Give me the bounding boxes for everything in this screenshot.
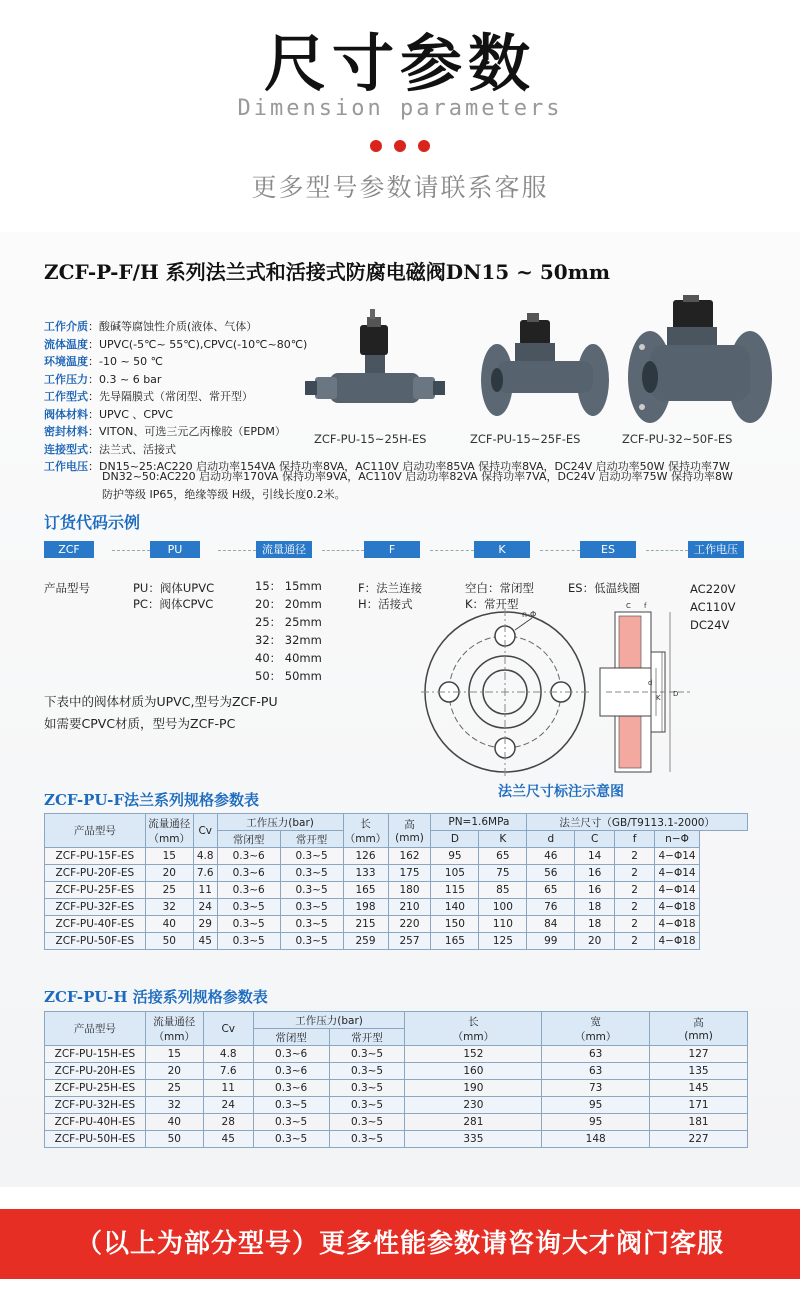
table-cell: 40	[145, 916, 193, 933]
table-cell: 0.3~5	[253, 1114, 329, 1131]
table-cell: 126	[343, 848, 388, 865]
code-desc-4: F：法兰连接 H：活接式	[358, 581, 423, 611]
valve-union-image	[305, 309, 445, 403]
table-cell: 73	[542, 1080, 650, 1097]
spec-row: 工作电压：DN15~25:AC220 启动功率154VA 保持功率8VA，AC110V 启动功率85VA 保持功率8VA，DC24V 启动功率50W 保持功率7W	[44, 460, 730, 473]
table-cell: 4−Φ18	[655, 933, 700, 950]
table-cell: 2	[615, 882, 655, 899]
table-cell: 160	[405, 1063, 542, 1080]
th-h-width: 宽 （mm）	[542, 1012, 650, 1046]
code-desc-3: 15： 15mm 20： 20mm 25： 25mm 32： 32mm 40： 40mm 50： 50mm	[255, 579, 322, 683]
page-subtitle: Dimension parameters	[237, 96, 563, 121]
table-cell: 65	[479, 848, 527, 865]
table-cell: 45	[193, 933, 217, 950]
table-cell: 0.3~5	[329, 1080, 405, 1097]
table-row	[45, 1097, 748, 1114]
th-len: 长 （mm）	[343, 814, 388, 848]
table-cell: 190	[405, 1080, 542, 1097]
table-cell: ZCF-PU-15H-ES	[45, 1046, 146, 1063]
valve-images	[305, 295, 775, 435]
code-desc-6: ES：低温线圈	[568, 581, 641, 595]
table-cell: 25	[145, 1080, 203, 1097]
spec-row: 环境温度：-10 ~ 50 ℃	[44, 355, 164, 368]
table-row	[45, 865, 748, 882]
table-cell: 0.3~5	[280, 882, 343, 899]
table-cell: 0.3~6	[253, 1080, 329, 1097]
table-cell: 50	[145, 1131, 203, 1148]
table-cell: 99	[527, 933, 575, 950]
flange-diagram	[420, 600, 700, 785]
table-cell: 140	[431, 899, 479, 916]
label-f: f	[644, 602, 647, 610]
table-cell: 165	[343, 882, 388, 899]
th-h-nc: 常闭型	[253, 1029, 329, 1046]
table-cell: 0.3~6	[217, 882, 280, 899]
table-cell: 0.3~6	[217, 848, 280, 865]
table-cell: ZCF-PU-25F-ES	[45, 882, 146, 899]
spec-row: 工作型式：先导隔膜式（常闭型、常开型）	[44, 390, 253, 403]
table-cell: 11	[193, 882, 217, 899]
table-cell: 165	[431, 933, 479, 950]
table-cell: 20	[575, 933, 615, 950]
table-cell: 230	[405, 1097, 542, 1114]
spec-row: 连接型式：法兰式、活接式	[44, 442, 176, 456]
table-cell: ZCF-PU-32H-ES	[45, 1097, 146, 1114]
table-cell: 18	[575, 899, 615, 916]
material-note-2: 如需要CPVC材质，型号为ZCF-PC	[44, 716, 236, 731]
table-cell: 148	[542, 1131, 650, 1148]
table-cell: 20	[145, 865, 193, 882]
table-cell: ZCF-PU-40F-ES	[45, 916, 146, 933]
table-cell: 227	[650, 1131, 748, 1148]
spec-row: 工作介质：酸碱等腐蚀性介质(液体、气体）	[44, 320, 258, 333]
table-cell: 0.3~5	[329, 1097, 405, 1114]
table-cell: 15	[145, 1046, 203, 1063]
table-cell: 215	[343, 916, 388, 933]
table-cell: 0.3~6	[217, 865, 280, 882]
table-cell: 162	[388, 848, 431, 865]
code-box-pu: PU	[150, 541, 200, 558]
table-cell: 281	[405, 1114, 542, 1131]
table-cell: ZCF-PU-32F-ES	[45, 899, 146, 916]
table-cell: 4−Φ14	[655, 848, 700, 865]
spec-row: 密封材料：VITON、可选三元乙丙橡胶（EPDM）	[44, 425, 286, 438]
table-cell: 0.3~5	[280, 933, 343, 950]
table-cell: 16	[575, 882, 615, 899]
table-cell: ZCF-PU-25H-ES	[45, 1080, 146, 1097]
table-cell: ZCF-PU-50H-ES	[45, 1131, 146, 1148]
table-cell: 115	[431, 882, 479, 899]
page-title: 尺寸参数	[263, 27, 536, 100]
material-note-1: 下表中的阀体材质为UPVC,型号为ZCF-PU	[44, 694, 278, 709]
table-row	[45, 1063, 748, 1080]
image-caption-3: ZCF-PU-32~50F-ES	[622, 432, 733, 446]
table-cell: 152	[405, 1046, 542, 1063]
table-cell: 0.3~5	[329, 1131, 405, 1148]
spec-row: 工作压力：0.3 ~ 6 bar	[44, 372, 162, 386]
th-pn: PN=1.6MPa	[431, 814, 527, 831]
table-cell: 15	[145, 848, 193, 865]
table-cell: 0.3~5	[253, 1097, 329, 1114]
table-row	[45, 933, 748, 950]
table-cell: 171	[650, 1097, 748, 1114]
valve-flange-large-image	[628, 295, 772, 423]
table-cell: 65	[527, 882, 575, 899]
th-model: 产品型号	[45, 814, 146, 848]
table-cell: 4−Φ14	[655, 865, 700, 882]
table-cell: 180	[388, 882, 431, 899]
table-cell: 32	[145, 899, 193, 916]
table-cell: 0.3~5	[280, 916, 343, 933]
table-cell: 133	[343, 865, 388, 882]
table-cell: 16	[575, 865, 615, 882]
table-row	[45, 882, 748, 899]
spec-row: 阀体材料：UPVC 、CPVC	[44, 407, 173, 421]
decor-dots	[370, 140, 430, 152]
table-cell: 210	[388, 899, 431, 916]
table-h-title: ZCF-PU-H 活接系列规格参数表	[44, 988, 268, 1006]
table-cell: 76	[527, 899, 575, 916]
table-cell: 4.8	[193, 848, 217, 865]
table-cell: 259	[343, 933, 388, 950]
table-cell: 0.3~5	[329, 1046, 405, 1063]
table-cell: ZCF-PU-20F-ES	[45, 865, 146, 882]
table-cell: 257	[388, 933, 431, 950]
table-cell: 50	[145, 933, 193, 950]
contact-hint: 更多型号参数请联系客服	[251, 173, 549, 202]
label-d: d	[648, 679, 653, 687]
table-cell: 2	[615, 848, 655, 865]
table-cell: 95	[431, 848, 479, 865]
code-desc-7: AC220V AC110V DC24V	[690, 582, 736, 632]
table-cell: 2	[615, 916, 655, 933]
table-cell: 63	[542, 1063, 650, 1080]
label-c: C	[626, 602, 631, 610]
table-cell: 220	[388, 916, 431, 933]
th-h-pressure: 工作压力(bar)	[253, 1012, 405, 1029]
table-cell: 0.3~5	[217, 916, 280, 933]
code-desc-1: 产品型号	[44, 581, 90, 595]
code-box-f: F	[364, 541, 420, 558]
table-cell: 100	[479, 899, 527, 916]
table-cell: 2	[615, 865, 655, 882]
voltage-line-2: DN32~50:AC220 启动功率170VA 保持功率9VA，AC110V 启动功率82VA 保持功率7VA，DC24V 启动功率75W 保持功率8W	[102, 470, 733, 483]
label-d-outer: D	[673, 690, 679, 698]
label-k: K	[656, 694, 661, 702]
table-cell: 20	[145, 1063, 203, 1080]
table-cell: 0.3~5	[253, 1131, 329, 1148]
table-cell: 0.3~5	[217, 899, 280, 916]
table-cell: 11	[203, 1080, 253, 1097]
code-box-k: K	[474, 541, 530, 558]
table-cell: 110	[479, 916, 527, 933]
table-cell: 150	[431, 916, 479, 933]
code-desc-2: PU：阀体UPVC PC：阀体CPVC	[133, 581, 215, 611]
table-cell: 75	[479, 865, 527, 882]
table-cell: 95	[542, 1097, 650, 1114]
table-cell: 335	[405, 1131, 542, 1148]
table-cell: 0.3~5	[329, 1063, 405, 1080]
valve-flange-small-image	[481, 313, 609, 416]
table-cell: 175	[388, 865, 431, 882]
table-h	[44, 1011, 748, 1148]
table-row	[45, 916, 748, 933]
th-h-dn: 流量通径 （mm）	[145, 1012, 203, 1046]
table-cell: 0.3~5	[217, 933, 280, 950]
table-cell: 125	[479, 933, 527, 950]
th-flange: 法兰尺寸（GB/T9113.1-2000）	[527, 814, 748, 831]
table-row	[45, 1131, 748, 1148]
table-cell: 32	[145, 1097, 203, 1114]
image-caption-2: ZCF-PU-15~25F-ES	[470, 432, 581, 446]
flange-diagram-caption: 法兰尺寸标注示意图	[498, 784, 624, 800]
table-cell: 105	[431, 865, 479, 882]
voltage-line-3: 防护等级 IP65，绝缘等级 H级，引线长度0.2米。	[102, 488, 346, 501]
product-title: ZCF-P-F/H 系列法兰式和活接式防腐电磁阀DN15 ~ 50mm	[44, 260, 611, 284]
table-row	[45, 848, 748, 865]
table-cell: 0.3~5	[280, 865, 343, 882]
image-caption-1: ZCF-PU-15~25H-ES	[314, 432, 427, 446]
code-box-voltage: 工作电压	[688, 541, 744, 558]
table-cell: 2	[615, 899, 655, 916]
table-row	[45, 1046, 748, 1063]
table-cell: 135	[650, 1063, 748, 1080]
code-box-dn: 流量通径	[256, 541, 312, 558]
th-height: 高 (mm)	[388, 814, 431, 848]
th-h-height: 高 (mm)	[650, 1012, 748, 1046]
th-h-len: 长 （mm）	[405, 1012, 542, 1046]
table-cell: 4−Φ18	[655, 899, 700, 916]
table-cell: 63	[542, 1046, 650, 1063]
table-cell: 84	[527, 916, 575, 933]
th-h-cv: Cv	[203, 1012, 253, 1046]
table-cell: 2	[615, 933, 655, 950]
th-h-no: 常开型	[329, 1029, 405, 1046]
table-cell: 18	[575, 916, 615, 933]
th-no: 常开型	[280, 831, 343, 848]
table-cell: 0.3~5	[329, 1114, 405, 1131]
table-f-title: ZCF-PU-F法兰系列规格参数表	[44, 791, 260, 809]
table-cell: 46	[527, 848, 575, 865]
table-cell: 24	[193, 899, 217, 916]
table-cell: 198	[343, 899, 388, 916]
table-cell: 0.3~6	[253, 1046, 329, 1063]
table-cell: 127	[650, 1046, 748, 1063]
table-cell: 24	[203, 1097, 253, 1114]
table-cell: 0.3~5	[280, 848, 343, 865]
table-cell: 28	[203, 1114, 253, 1131]
table-cell: ZCF-PU-20H-ES	[45, 1063, 146, 1080]
code-box-zcf: ZCF	[44, 541, 94, 558]
order-code-title: 订货代码示例	[44, 513, 141, 532]
label-hole: n-Φ	[522, 610, 537, 619]
table-cell: 7.6	[203, 1063, 253, 1080]
bottom-banner: （以上为部分型号）更多性能参数请咨询大才阀门客服	[0, 1209, 800, 1279]
table-f: 产品型号 流量通径 （mm） Cv 工作压力(bar) 长 （mm） 高 (mm) PN=1.6MPa 法兰尺寸（GB/T9113.1-2000） 常闭型 常开型 D K d C f n−Φ ZCF-PU-15F-ES 15 4.8 0.3~6 0.3~5 126 162 95 65 46 14 2 4−Φ14 ZCF-PU-20F-ES 20 7.6 0.3~6 0.3~5 133 175 105 75 56 16 2 4−Φ14 ZCF-PU-25F-ES 25 11 0.3~6 0.3~5 165 180 115 85 65 16 2 4−Φ14 ZCF-PU-32F-ES 32 24 0.3~5 0.3~5 198 210 140 100 76 18 2 4−Φ18 ZCF-PU-40F-ES 40 29 0.3~5 0.3~5 215 220 150 110 84 18 2 4−Φ18 ZCF-PU-50F-ES 50 45 0.3~5 0.3~5 259 257 165 125 99 20 2 4−Φ18	[44, 813, 748, 950]
table-cell: 145	[650, 1080, 748, 1097]
table-cell: 181	[650, 1114, 748, 1131]
th-nc: 常闭型	[217, 831, 280, 848]
th-dn: 流量通径 （mm）	[145, 814, 193, 848]
code-box-es: ES	[580, 541, 636, 558]
table-cell: ZCF-PU-40H-ES	[45, 1114, 146, 1131]
table-cell: 0.3~6	[253, 1063, 329, 1080]
th-pressure: 工作压力(bar)	[217, 814, 343, 831]
table-cell: 0.3~5	[280, 899, 343, 916]
table-cell: 45	[203, 1131, 253, 1148]
table-row	[45, 1114, 748, 1131]
spec-row: 流体温度：UPVC(-5℃~ 55℃),CPVC(-10℃~80℃)	[44, 337, 308, 351]
table-cell: 14	[575, 848, 615, 865]
table-cell: 25	[145, 882, 193, 899]
table-row	[45, 899, 748, 916]
table-cell: 95	[542, 1114, 650, 1131]
table-cell: 29	[193, 916, 217, 933]
table-cell: ZCF-PU-50F-ES	[45, 933, 146, 950]
table-cell: 4.8	[203, 1046, 253, 1063]
table-cell: ZCF-PU-15F-ES	[45, 848, 146, 865]
table-row	[45, 1080, 748, 1097]
table-cell: 7.6	[193, 865, 217, 882]
table-cell: 85	[479, 882, 527, 899]
table-cell: 4−Φ14	[655, 882, 700, 899]
table-cell: 40	[145, 1114, 203, 1131]
th-cv: Cv	[193, 814, 217, 848]
code-desc-5: 空白：常闭型 K：常开型	[465, 581, 534, 611]
table-cell: 4−Φ18	[655, 916, 700, 933]
table-cell: 56	[527, 865, 575, 882]
th-h-model: 产品型号	[45, 1012, 146, 1046]
